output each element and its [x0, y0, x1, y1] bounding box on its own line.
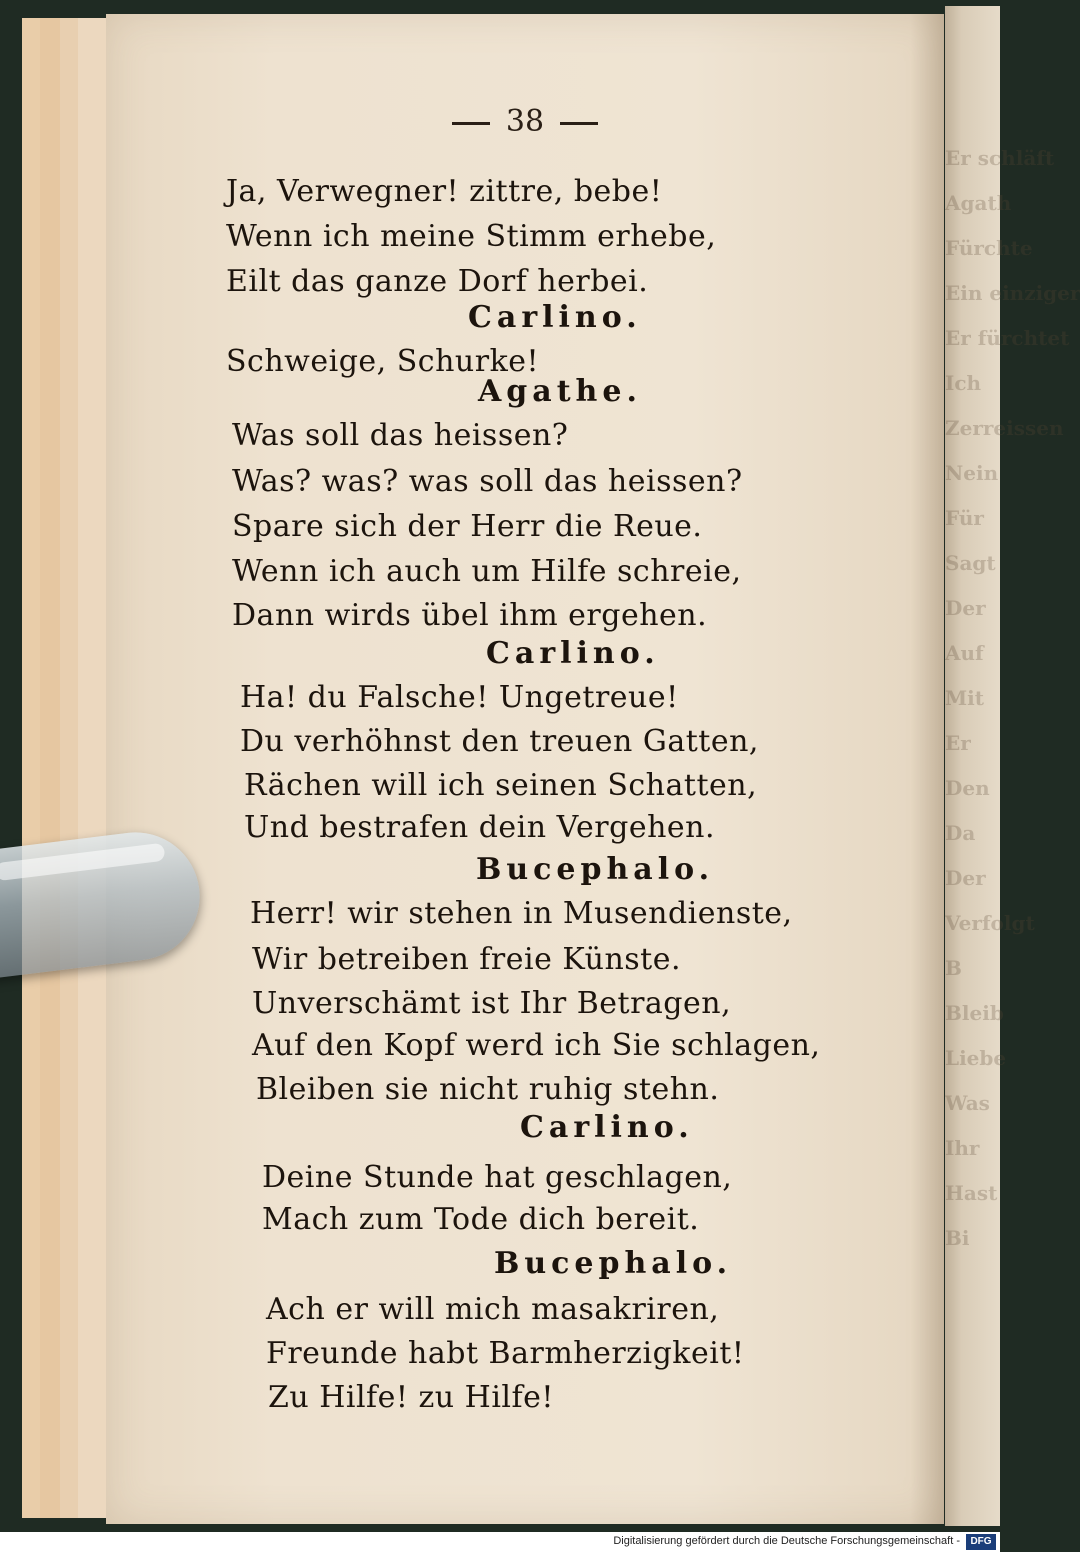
- next-page-fragment: B: [945, 956, 962, 980]
- book-page: [106, 14, 944, 1524]
- next-page-fragment: Er: [945, 731, 971, 755]
- verse-line: Wenn ich meine Stimm erhebe,: [226, 219, 717, 254]
- verse-line: Auf den Kopf werd ich Sie schlagen,: [252, 1028, 821, 1063]
- verse-line: Was? was? was soll das heissen?: [232, 464, 743, 499]
- verse-line: Ach er will mich masakriren,: [266, 1292, 720, 1327]
- verse-line: Freunde habt Barmherzigkeit!: [266, 1336, 745, 1371]
- verse-line: Ja, Verwegner! zittre, bebe!: [226, 174, 663, 209]
- verse-line: Schweige, Schurke!: [226, 344, 540, 379]
- page-edge: [60, 18, 79, 1518]
- page-edge: [40, 18, 61, 1518]
- verse-line: Herr! wir stehen in Musendienste,: [250, 896, 793, 931]
- verse-line: Und bestrafen dein Vergehen.: [244, 810, 716, 845]
- verse-line: Ha! du Falsche! Ungetreue!: [240, 680, 679, 715]
- next-page-fragment: Für: [945, 506, 984, 530]
- next-page-fragment: Agath: [945, 191, 1012, 215]
- next-page-fragment: Der: [945, 866, 986, 890]
- next-page-fragment: Ich: [945, 371, 982, 395]
- verse-line: Was soll das heissen?: [232, 418, 569, 453]
- next-page-fragment: Fürchte: [945, 236, 1033, 260]
- speaker-name: Carlino.: [486, 636, 660, 671]
- next-page-edge: [945, 6, 1080, 1526]
- next-page-fragment: Er schläft: [945, 146, 1055, 170]
- next-page-fragment: Auf: [945, 641, 984, 665]
- speaker-name: Carlino.: [468, 300, 642, 335]
- next-page-fragment: Mit: [945, 686, 984, 710]
- footer-bar: [0, 1532, 1000, 1552]
- verse-line: Eilt das ganze Dorf herbei.: [226, 264, 649, 299]
- verse-line: Mach zum Tode dich bereit.: [262, 1202, 700, 1237]
- page-edge: [78, 18, 109, 1518]
- verse-line: Wir betreiben freie Künste.: [252, 942, 682, 977]
- next-page-fragment: Bi: [945, 1226, 970, 1250]
- verse-line: Bleiben sie nicht ruhig stehn.: [256, 1072, 720, 1107]
- next-page-fragment: Zerreissen: [945, 416, 1064, 440]
- verse-line: Spare sich der Herr die Reue.: [232, 509, 703, 544]
- verse-line: Zu Hilfe! zu Hilfe!: [268, 1380, 554, 1415]
- next-page-fragment: Der: [945, 596, 986, 620]
- verse-line: Deine Stunde hat geschlagen,: [262, 1160, 733, 1195]
- next-page-fragment: Er fürchtet: [945, 326, 1070, 350]
- next-page-fragment: Ihr: [945, 1136, 980, 1160]
- next-page-fragment: Verfolgt: [945, 911, 1035, 935]
- next-page-fragment: Sagt: [945, 551, 996, 575]
- next-page-fragment: Was: [945, 1091, 990, 1115]
- next-page-fragment: Ein einziger: [945, 281, 1080, 305]
- next-page-fragment: Hast: [945, 1181, 998, 1205]
- footer-credit: Digitalisierung gefördert durch die Deutsche Forschungsgemeinschaft -: [613, 1535, 960, 1547]
- page-number: 38: [106, 104, 944, 139]
- verse-line: Dann wirds übel ihm ergehen.: [232, 598, 708, 633]
- dfg-logo: DFG: [966, 1534, 996, 1550]
- next-page-fragment: Liebe: [945, 1046, 1007, 1070]
- verse-line: Unverschämt ist Ihr Betragen,: [252, 986, 732, 1021]
- verse-line: Rächen will ich seinen Schatten,: [244, 768, 758, 803]
- speaker-name: Carlino.: [520, 1110, 694, 1145]
- next-page-fragment: Da: [945, 821, 976, 845]
- speaker-name: Agathe.: [478, 374, 642, 409]
- verse-line: Wenn ich auch um Hilfe schreie,: [232, 554, 742, 589]
- next-page-fragment: Nein: [945, 461, 999, 485]
- speaker-name: Bucephalo.: [476, 852, 715, 887]
- verse-line: Du verhöhnst den treuen Gatten,: [240, 724, 759, 759]
- next-page-fragment: Den: [945, 776, 990, 800]
- page-edge: [22, 18, 41, 1518]
- speaker-name: Bucephalo.: [494, 1246, 733, 1281]
- next-page-fragment: Bleib: [945, 1001, 1004, 1025]
